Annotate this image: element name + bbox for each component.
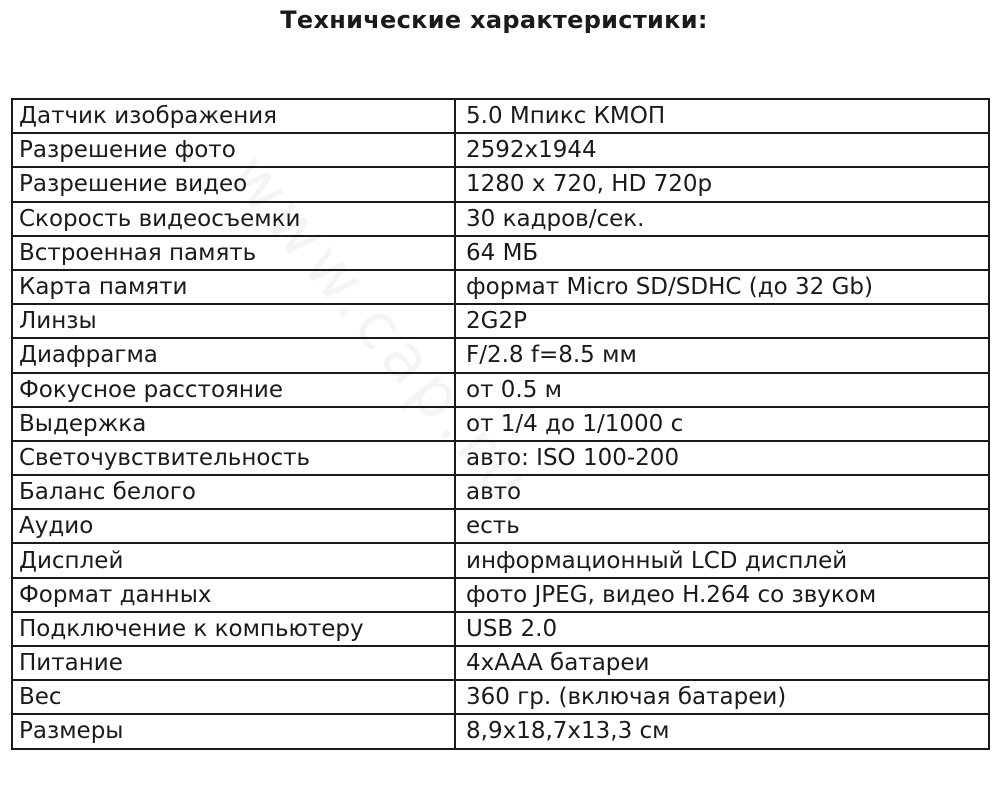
spec-name: Датчик изображения xyxy=(12,99,455,133)
spec-name: Светочувствительность xyxy=(12,441,455,475)
spec-value: 5.0 Мпикс КМОП xyxy=(455,99,989,133)
spec-value: есть xyxy=(455,509,989,543)
spec-name: Дисплей xyxy=(12,543,455,577)
spec-name: Скорость видеосъемки xyxy=(12,202,455,236)
table-row xyxy=(12,578,989,612)
table-row xyxy=(12,99,989,133)
spec-name: Разрешение фото xyxy=(12,133,455,167)
spec-value: 4xAAA батареи xyxy=(455,646,989,680)
spec-value: фото JPEG, видео H.264 со звуком xyxy=(455,578,989,612)
page-title: Технические характеристики: xyxy=(280,6,708,34)
spec-value: 2G2P xyxy=(455,304,989,338)
spec-name: Аудио xyxy=(12,509,455,543)
spec-name: Фокусное расстояние xyxy=(12,373,455,407)
spec-value: авто: ISO 100-200 xyxy=(455,441,989,475)
spec-value: информационный LCD дисплей xyxy=(455,543,989,577)
spec-value: авто xyxy=(455,475,989,509)
spec-value: USB 2.0 xyxy=(455,612,989,646)
spec-value: 360 гр. (включая батареи) xyxy=(455,680,989,714)
table-row xyxy=(12,133,989,167)
spec-value: 64 МБ xyxy=(455,236,989,270)
table-row xyxy=(12,543,989,577)
spec-name: Подключение к компьютеру xyxy=(12,612,455,646)
spec-name: Встроенная память xyxy=(12,236,455,270)
spec-name: Карта памяти xyxy=(12,270,455,304)
spec-value: 30 кадров/сек. xyxy=(455,202,989,236)
spec-value: F/2.8 f=8.5 мм xyxy=(455,338,989,372)
table-row xyxy=(12,304,989,338)
table-row xyxy=(12,612,989,646)
spec-name: Питание xyxy=(12,646,455,680)
spec-name: Разрешение видео xyxy=(12,167,455,201)
table-row xyxy=(12,373,989,407)
table-row xyxy=(12,338,989,372)
table-row xyxy=(12,441,989,475)
table-row xyxy=(12,270,989,304)
spec-name: Диафрагма xyxy=(12,338,455,372)
spec-name: Вес xyxy=(12,680,455,714)
spec-value: от 1/4 до 1/1000 с xyxy=(455,407,989,441)
table-row xyxy=(12,646,989,680)
table-row xyxy=(12,236,989,270)
spec-table xyxy=(11,98,990,750)
spec-value: 2592x1944 xyxy=(455,133,989,167)
table-row xyxy=(12,680,989,714)
spec-name: Формат данных xyxy=(12,578,455,612)
spec-name: Размеры xyxy=(12,714,455,748)
spec-name: Выдержка xyxy=(12,407,455,441)
table-row xyxy=(12,202,989,236)
table-row xyxy=(12,475,989,509)
spec-value: 8,9x18,7x13,3 см xyxy=(455,714,989,748)
table-row xyxy=(12,509,989,543)
spec-name: Линзы xyxy=(12,304,455,338)
table-row xyxy=(12,407,989,441)
spec-value: 1280 x 720, HD 720p xyxy=(455,167,989,201)
table-row xyxy=(12,167,989,201)
spec-value: формат Micro SD/SDHC (до 32 Gb) xyxy=(455,270,989,304)
table-row xyxy=(12,714,989,748)
spec-value: от 0.5 м xyxy=(455,373,989,407)
spec-name: Баланс белого xyxy=(12,475,455,509)
spec-table-body xyxy=(12,99,989,749)
